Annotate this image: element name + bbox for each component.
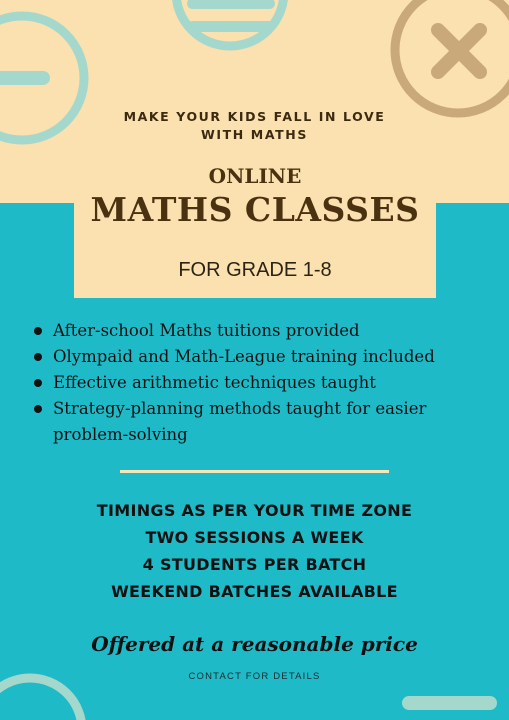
list-item-text: Effective arithmetic techniques taught	[53, 373, 376, 392]
online-label: ONLINE	[208, 164, 302, 188]
bullet-icon	[34, 379, 42, 387]
divider	[120, 470, 389, 473]
bottom-decorations	[0, 660, 509, 720]
tagline-line-1: MAKE YOUR KIDS FALL IN LOVE	[123, 109, 386, 124]
list-item-text: After-school Maths tuitions provided	[53, 321, 360, 340]
minus-pill-icon	[402, 696, 497, 710]
price-note: Offered at a reasonable price	[91, 632, 418, 656]
times-circle-icon	[395, 0, 509, 113]
list-item-text: Olympaid and Math-League training included	[53, 347, 435, 366]
page-title: MATHS CLASSES	[90, 190, 420, 229]
feature-batch-size: 4 STUDENTS PER BATCH	[142, 555, 367, 574]
list-item	[30, 344, 500, 370]
feature-sessions: TWO SESSIONS A WEEK	[145, 528, 364, 547]
features-list	[0, 497, 509, 605]
grade-label: FOR GRADE 1-8	[178, 259, 332, 281]
tagline-line-2: WITH MATHS	[201, 127, 308, 142]
list-item	[30, 370, 500, 396]
bullet-icon	[34, 353, 42, 361]
bullet-icon	[34, 327, 42, 335]
list-item	[30, 396, 500, 448]
equals-circle-icon	[176, 0, 284, 46]
tagline	[0, 108, 509, 144]
bullet-icon	[34, 405, 42, 413]
circle-decor-icon	[0, 678, 82, 720]
list-item	[30, 318, 500, 344]
benefits-list	[30, 318, 500, 448]
title-box	[74, 150, 436, 298]
contact-note: CONTACT FOR DETAILS	[188, 671, 321, 682]
feature-timings: TIMINGS AS PER YOUR TIME ZONE	[96, 501, 413, 520]
feature-weekend: WEEKEND BATCHES AVAILABLE	[111, 582, 398, 601]
list-item-text: Strategy-planning methods taught for easier problem-solving	[53, 399, 427, 444]
